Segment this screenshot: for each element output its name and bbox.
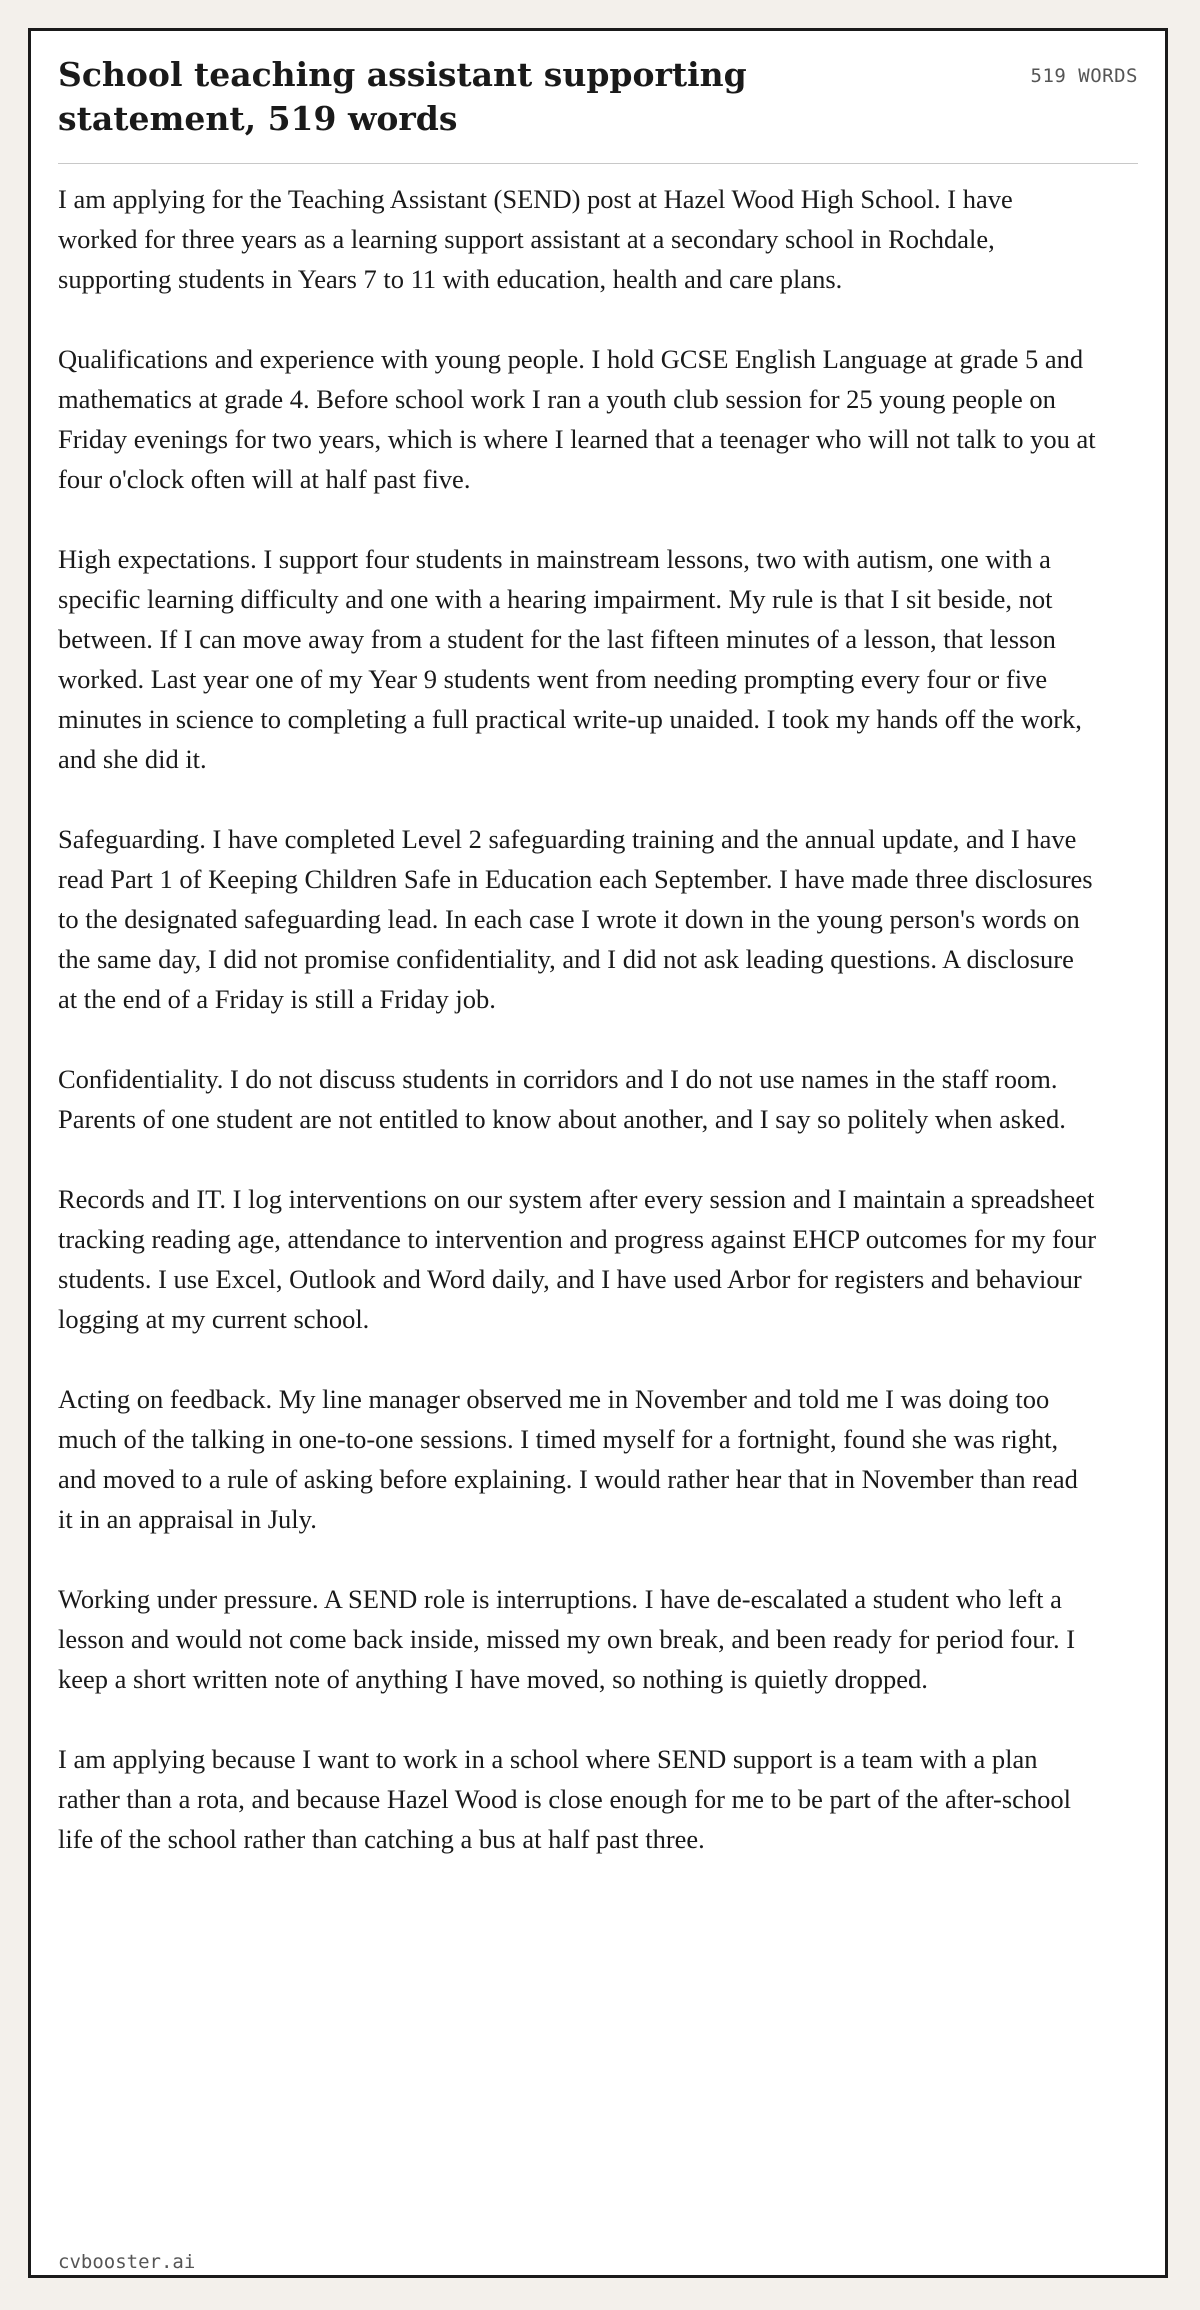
paragraph-closing: I am applying because I want to work in a school where SEND support is a team with a plan rather than a rota, and because Hazel Wood is close enough for me to be part of the after-school life of the school rather than catching a bus at half past three. — [58, 1744, 1072, 1854]
word-count-badge: 519 WORDS — [1030, 65, 1138, 87]
paragraph-confidentiality: Confidentiality. I do not discuss students in corridors and I do not use names in the staff room. Parents of one student are not entitled to know about another, and I say so politely when asked. — [58, 1064, 1066, 1134]
paragraph-intro: I am applying for the Teaching Assistant (SEND) post at Hazel Wood High School. I have worked for three years as a learning support assistant at a secondary school in Rochdale, supporting students in Years 7 to 11 with education, health and care plans. — [58, 184, 1013, 294]
document-header — [58, 53, 1138, 164]
paragraph-feedback: Acting on feedback. My line manager observed me in November and told me I was doing too much of the talking in one-to-one sessions. I timed myself for a fortnight, found she was right, and moved to a rule of asking before explaining. I would rather hear that in November than read it in an appraisal in July. — [58, 1384, 1078, 1534]
paragraph-qualifications: Qualifications and experience with young people. I hold GCSE English Language at grade 5 and mathematics at grade 4. Before school work I ran a youth club session for 25 young people on Friday evenings for two years, which is where I learned that a teenager who will not talk to you at four o'clock often will at half past five. — [58, 344, 1096, 494]
footer-brand: cvbooster.ai — [58, 2251, 196, 2273]
paragraph-pressure: Working under pressure. A SEND role is interruptions. I have de-escalated a student who left a lesson and would not come back inside, missed my own break, and been ready for period four. I keep a short written note of anything I have moved, so nothing is quietly dropped. — [58, 1584, 1076, 1694]
statement-body — [58, 179, 1098, 1899]
title-line-1: School teaching assistant supporting — [58, 55, 747, 94]
paragraph-high-expectations: High expectations. I support four students in mainstream lessons, two with autism, one with a specific learning difficulty and one with a hearing impairment. My rule is that I sit beside, not between. If I can move away from a student for the last fifteen minutes of a lesson, that lesson worked. Last year one of my Year 9 students went from needing prompting every four or five minutes in science to completing a full practical write-up unaided. I took my hands off the work, and she did it. — [58, 544, 1082, 774]
document-card — [28, 28, 1168, 2278]
document-title — [58, 53, 758, 141]
paragraph-safeguarding: Safeguarding. I have completed Level 2 safeguarding training and the annual update, and I have read Part 1 of Keeping Children Safe in Education each September. I have made three disclosures to the designated safeguarding lead. In each case I wrote it down in the young person's words on the same day, I did not promise confidentiality, and I did not ask leading questions. A disclosure at the end of a Friday is still a Friday job. — [58, 824, 1093, 1014]
paragraph-records-it: Records and IT. I log interventions on our system after every session and I maintain a spreadsheet tracking reading age, attendance to intervention and progress against EHCP outcomes for my four students. I use Excel, Outlook and Word daily, and I have used Arbor for registers and behaviour logging at my current school. — [58, 1184, 1097, 1334]
title-line-2: statement, 519 words — [58, 99, 458, 138]
